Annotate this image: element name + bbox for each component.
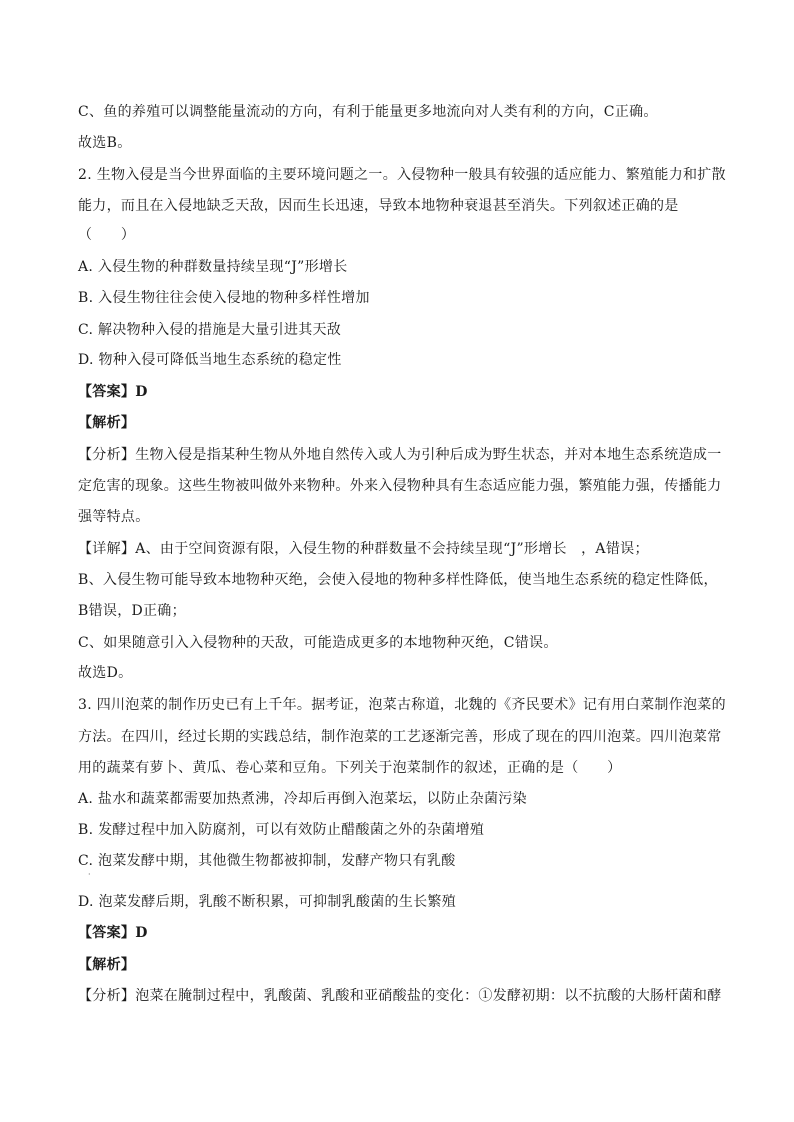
text-line: 用的蔬菜有萝卜、黄瓜、卷心菜和豆角。下列关于泡菜制作的叙述，正确的是（ ）	[78, 760, 622, 776]
answer-blank: （ ）	[78, 227, 136, 243]
option-c: C. 泡菜发酵中期，其他微生物都被抑制，发酵产物只有乳酸	[78, 853, 456, 869]
option-b: B. 发酵过程中加入防腐剂，可以有效防止醋酸菌之外的杂菌增殖	[78, 822, 485, 838]
option-d: D. 泡菜发酵后期，乳酸不断积累，可抑制乳酸菌的生长繁殖	[78, 894, 457, 910]
question-2-line: 2. 生物入侵是当今世界面临的主要环境问题之一。入侵物种一般具有较强的适应能力、繁殖能力和扩散	[78, 167, 726, 183]
detail-line: B、入侵生物可能导致本地物种灭绝，会使入侵地的物种多样性降低，使当地生态系统的稳定性降低，	[78, 572, 718, 588]
detail-line: 【详解】A、由于空间资源有限，入侵生物的种群数量不会持续呈现“J”形增长 ，A错误；	[78, 541, 649, 557]
analysis-line: 【分析】生物入侵是指某种生物从外地自然传入或人为引种后成为野生状态，并对本地生态系统造成一	[78, 447, 722, 463]
question-3-line: 3. 四川泡菜的制作历史已有上千年。据考证，泡菜古称道，北魏的《齐民要术》记有用白菜制作泡菜的	[78, 697, 726, 713]
analysis-label: 【解析】	[78, 415, 136, 431]
option-a: A. 入侵生物的种群数量持续呈现“J”形增长	[78, 259, 348, 275]
analysis-label: 【解析】	[78, 957, 136, 973]
detail-line: B错误，D正确；	[78, 603, 186, 619]
analysis-line: 强等特点。	[78, 509, 150, 525]
option-c: C. 解决物种入侵的措施是大量引进其天敌	[78, 322, 342, 338]
analysis-line: 定危害的现象。这些生物被叫做外来物种。外来入侵物种具有生态适应能力强，繁殖能力强，传播能力	[78, 478, 722, 494]
text-line: C、鱼的养殖可以调整能量流动的方向，有利于能量更多地流向对人类有利的方向，C正确。	[78, 104, 658, 120]
answer-label: 【答案】D	[78, 925, 148, 941]
analysis-line: 【分析】泡菜在腌制过程中，乳酸菌、乳酸和亚硝酸盐的变化：①发酵初期：以不抗酸的大肠杆菌和酵	[78, 988, 722, 1004]
stray-mark: ·	[88, 870, 91, 879]
text-line: 方法。在四川，经过长期的实践总结，制作泡菜的工艺逐渐完善，形成了现在的四川泡菜。四川泡菜常	[78, 729, 722, 745]
text-line: 故选B。	[78, 135, 132, 151]
answer-label: 【答案】D	[78, 384, 148, 400]
option-b: B. 入侵生物往往会使入侵地的物种多样性增加	[78, 290, 370, 306]
option-a: A. 盐水和蔬菜都需要加热煮沸，冷却后再倒入泡菜坛，以防止杂菌污染	[78, 791, 527, 807]
detail-line: C、如果随意引入入侵物种的天敌，可能造成更多的本地物种灭绝，C错误。	[78, 635, 558, 651]
text-line: 能力，而且在入侵地缺乏天敌，因而生长迅速，导致本地物种衰退甚至消失。下列叙述正确的是	[78, 198, 679, 214]
text-line: 故选D。	[78, 665, 133, 681]
option-d: D. 物种入侵可降低当地生态系统的稳定性	[78, 352, 342, 368]
